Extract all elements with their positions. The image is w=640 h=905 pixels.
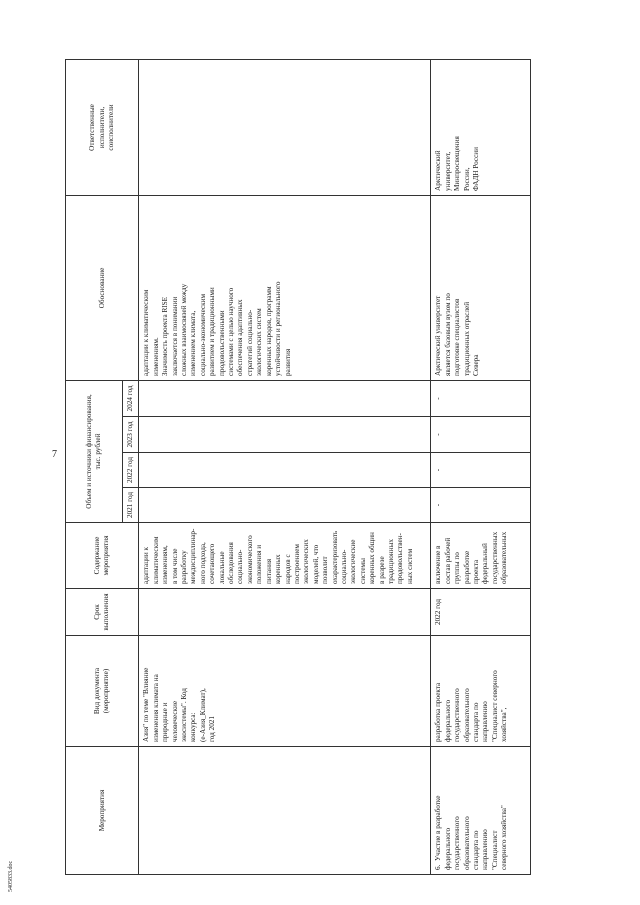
- cell-responsible: [139, 59, 431, 195]
- cell-doc-type: разработка проекта федерального государственного образовательного стандарта по направлению "Специалист северного хозяйства",: [431, 636, 531, 747]
- cell-content: включение в состав рабочей группы по разработке проекта федеральный государственных образовательных: [431, 523, 531, 589]
- header-rationale: Обоснование: [66, 195, 139, 380]
- rotated-table-container: [65, 60, 610, 875]
- header-year-2021: 2021 год: [123, 488, 139, 523]
- cell-2022: -: [431, 453, 531, 488]
- cell-rationale: адаптации к климатическим изменениям. Значимость проекта RISE заключается в понимании сложных взаимосвязей между изменением климата, социально-экономическим развитием и традиционными продовольственными системами с целью научного обеспечения адаптивных стратегий социально- экологических систем коренных народов, программ устойчивости и регионального развития: [139, 195, 431, 380]
- header-funding: Объем и источники финансирования, тыс. рублей: [66, 380, 123, 522]
- cell-2024: [139, 380, 431, 416]
- header-year-2022: 2022 год: [123, 453, 139, 488]
- cell-term: 2022 год: [431, 589, 531, 636]
- event-text: Участие в разработке федерального государственного образовательного стандарта по направлению "Специалист северного хозяйства": [434, 795, 509, 870]
- cell-2021: -: [431, 488, 531, 523]
- cell-content: адаптации к климатическим изменениям, в том числе разработку междисциплинар- ного подхода, сочетающего локальные обследования социально- экономического положения и питания коренных народов с построением экологических моделей, что позволит охарактеризовать социально- экологические системы коренных общин в разрезе традиционных продовольствен- ных систем: [139, 523, 431, 589]
- cell-2021: [139, 488, 431, 523]
- cell-term: [139, 589, 431, 636]
- cell-2024: -: [431, 380, 531, 416]
- table-row: [431, 59, 531, 874]
- header-doc-type: Вид документа (мероприятие): [66, 636, 139, 747]
- events-table: [65, 59, 531, 875]
- header-content: Содержание мероприятия: [66, 523, 139, 589]
- footer-doc-name: 5405833.doc: [8, 860, 14, 892]
- cell-2022: [139, 453, 431, 488]
- header-year-2024: 2024 год: [123, 380, 139, 416]
- cell-event: [139, 747, 431, 875]
- header-year-2023: 2023 год: [123, 417, 139, 453]
- cell-2023: -: [431, 417, 531, 453]
- header-responsible: Ответственные исполнители, соисполнители: [66, 59, 139, 195]
- cell-responsible: Арктический университет, Минпросвещения России, ФАДН России: [431, 59, 531, 195]
- cell-2023: [139, 417, 431, 453]
- cell-doc-type: Азия" по теме "Влияние изменения климата на природные и человеческие экосистемы". Код конкурса: (е-Азия_Климат), год 2021: [139, 636, 431, 747]
- page-number: 7: [52, 449, 57, 460]
- header-event: Мероприятия: [66, 747, 139, 875]
- cell-rationale: Арктический университет является базовым вузом по подготовке специалистов традиционных отраслей Севера: [431, 195, 531, 380]
- row-number: 6.: [434, 864, 443, 870]
- header-term: Срок выполнения: [66, 589, 139, 636]
- table-row: [139, 59, 431, 874]
- cell-event: [431, 747, 531, 875]
